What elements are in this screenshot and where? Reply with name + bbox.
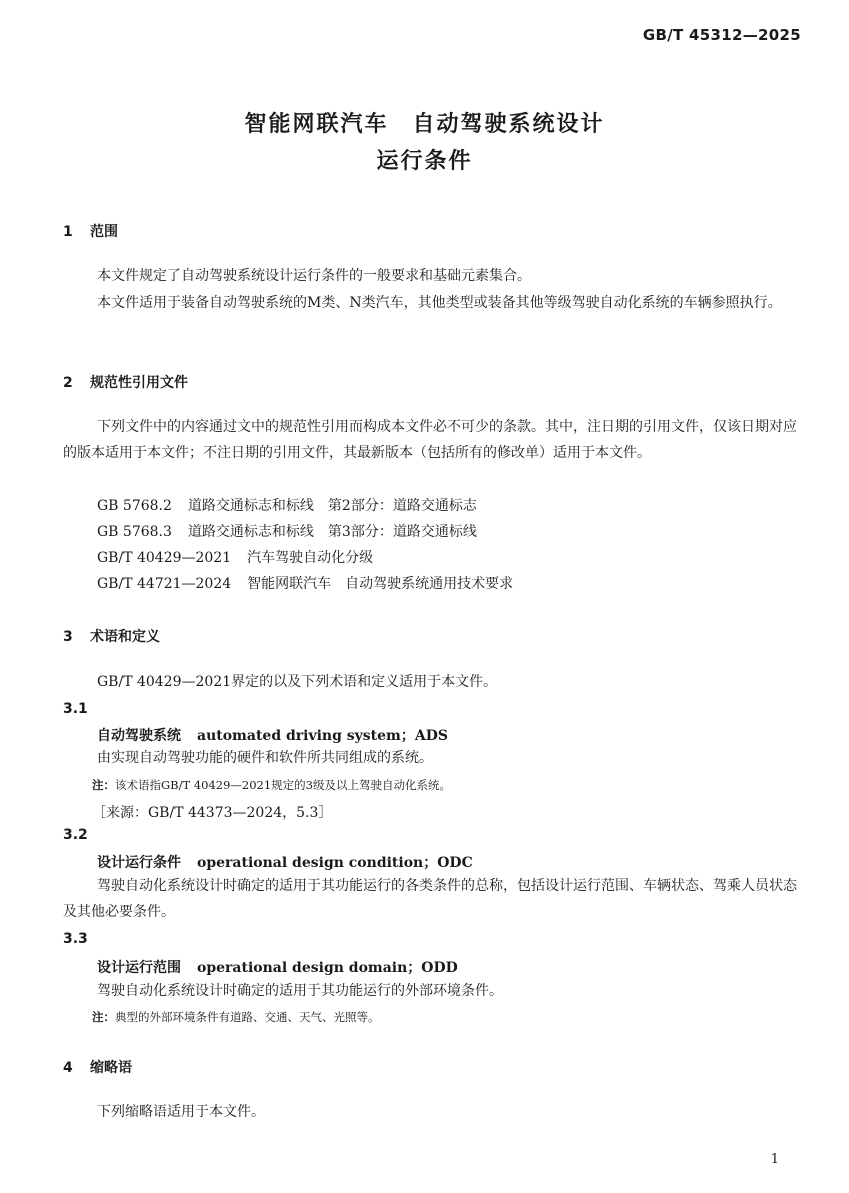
reference-title: 汽车驾驶自动化分级 bbox=[247, 550, 374, 566]
reference-code: GB 5768.2 bbox=[97, 498, 172, 514]
term-definition: 驾驶自动化系统设计时确定的适用于其功能运行的各类条件的总称，包括设计运行范围、车辆状态、驾乘人员状态及其他必要条件。 bbox=[63, 878, 797, 920]
note-text: 典型的外部环境条件有道路、交通、天气、光照等。 bbox=[115, 1010, 380, 1024]
section-title: 缩略语 bbox=[90, 1060, 132, 1076]
term-name-en: automated driving system；ADS bbox=[197, 728, 448, 744]
reference-item bbox=[97, 519, 477, 545]
section-4-heading bbox=[63, 1057, 132, 1077]
reference-item bbox=[97, 493, 477, 519]
term-definition: 驾驶自动化系统设计时确定的适用于其功能运行的外部环境条件。 bbox=[97, 983, 503, 999]
document-title-line-1: 智能网联汽车 自动驾驶系统设计 bbox=[244, 112, 605, 137]
section-1-paragraph-2: 本文件适用于装备自动驾驶系统的M类、N类汽车，其他类型或装备其他等级驾驶自动化系统的车辆参照执行。 bbox=[97, 295, 782, 311]
section-number: 1 bbox=[63, 224, 73, 240]
note-label: 注： bbox=[92, 778, 115, 792]
term-note bbox=[92, 1009, 380, 1025]
section-number: 4 bbox=[63, 1060, 73, 1076]
term-number: 3.3 bbox=[63, 931, 88, 947]
term-name-zh: 设计运行条件 bbox=[97, 855, 181, 871]
document-title-line-2: 运行条件 bbox=[376, 149, 473, 174]
section-3-heading bbox=[63, 626, 160, 646]
term-heading bbox=[97, 957, 458, 977]
term-name-zh: 自动驾驶系统 bbox=[97, 728, 181, 744]
section-title: 范围 bbox=[90, 224, 118, 240]
reference-code: GB/T 40429—2021 bbox=[97, 550, 232, 566]
reference-item bbox=[97, 545, 373, 571]
reference-code: GB 5768.3 bbox=[97, 524, 172, 540]
section-title: 术语和定义 bbox=[90, 629, 160, 645]
term-name-en: operational design condition；ODC bbox=[197, 855, 473, 871]
reference-title: 道路交通标志和标线 第3部分：道路交通标线 bbox=[187, 524, 477, 540]
section-3-intro: GB/T 40429—2021界定的以及下列术语和定义适用于本文件。 bbox=[97, 674, 498, 690]
term-definition: 由实现自动驾驶功能的硬件和软件所共同组成的系统。 bbox=[97, 750, 433, 766]
reference-item bbox=[97, 571, 513, 597]
reference-title: 智能网联汽车 自动驾驶系统通用技术要求 bbox=[247, 576, 514, 592]
term-heading bbox=[97, 725, 448, 745]
note-text: 该术语指GB/T 40429—2021规定的3级及以上驾驶自动化系统。 bbox=[115, 778, 452, 792]
page-number: 1 bbox=[770, 1152, 779, 1167]
section-1-paragraph-1: 本文件规定了自动驾驶系统设计运行条件的一般要求和基础元素集合。 bbox=[97, 268, 531, 284]
section-title: 规范性引用文件 bbox=[90, 375, 188, 391]
note-label: 注： bbox=[92, 1010, 115, 1024]
standard-code: GB/T 45312—2025 bbox=[642, 26, 801, 44]
section-2-paragraph-1: 下列文件中的内容通过文中的规范性引用而构成本文件必不可少的条款。其中，注日期的引用文件，仅该日期对应的版本适用于本文件；不注日期的引用文件，其最新版本（包括所有的修改单）适用于本文件。 bbox=[63, 419, 797, 461]
term-name-en: operational design domain；ODD bbox=[197, 960, 458, 976]
reference-title: 道路交通标志和标线 第2部分：道路交通标志 bbox=[187, 498, 477, 514]
term-name-zh: 设计运行范围 bbox=[97, 960, 181, 976]
section-4-intro: 下列缩略语适用于本文件。 bbox=[97, 1104, 265, 1120]
reference-code: GB/T 44721—2024 bbox=[97, 576, 232, 592]
term-note bbox=[92, 777, 451, 793]
section-number: 3 bbox=[63, 629, 73, 645]
term-number: 3.1 bbox=[63, 701, 88, 717]
term-source: ［来源：GB/T 44373—2024，5.3］ bbox=[92, 805, 333, 821]
section-1-heading bbox=[63, 221, 118, 241]
term-heading bbox=[97, 852, 473, 872]
section-2-heading bbox=[63, 372, 188, 392]
term-number: 3.2 bbox=[63, 827, 88, 843]
section-number: 2 bbox=[63, 375, 73, 391]
